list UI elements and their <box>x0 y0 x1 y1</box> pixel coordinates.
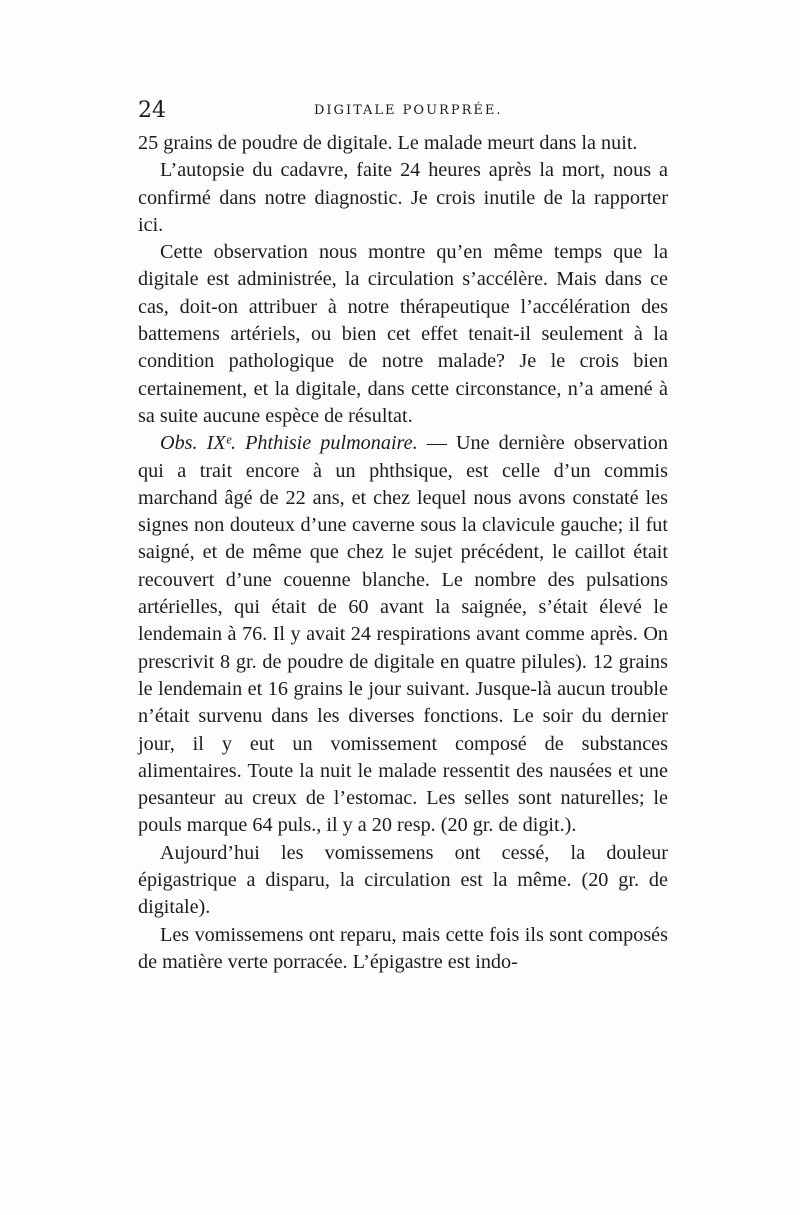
observation-paragraph <box>138 430 668 839</box>
paragraph: Les vomissemens ont reparu, mais cette fois ils sont composés de matière verte porracée. L’épigastre est indo- <box>138 923 668 973</box>
running-head <box>138 98 668 128</box>
paragraph: L’autopsie du cadavre, faite 24 heures après la mort, nous a confirmé dans notre diagnostic. Je crois inutile de la rapporter ici. <box>138 159 668 236</box>
paragraph: Cette observation nous montre qu’en même temps que la digitale est administrée, la circulation s’accélère. Mais dans ce cas, doit-on attribuer à notre thérapeutique l’accélération des battemens artériels, ou bien cet effet tenait-il seulement à la condition pathologique de notre malade? Je le crois bien certainement, et la digitale, dans cette circonstance, n’a amené à sa suite aucune espèce de résultat. <box>138 241 668 427</box>
observation-text: — Une dernière observation qui a trait encore à un phthsique, est celle d’un commis marchand âgé de 22 ans, et chez lequel nous avons constaté les signes non douteux d’une caverne sous la clavicule gauche; il fut saigné, et de même que chez le sujet précédent, le caillot était recouvert d’une couenne blanche. Le nombre des pulsations artérielles, qui était de 60 avant la saignée, s’était élevé le lendemain à 76. Il y avait 24 respirations avant comme après. On prescrivit 8 gr. de poudre de digitale en quatre pilules). 12 grains le lendemain et 16 grains le jour suivant. Jusque-là aucun trouble n’était survenu dans les diverses fonctions. Le soir du dernier jour, il y eut un vomissement composé de substances alimentaires. Toute la nuit le malade ressentit des nausées et une pesanteur au creux de l’estomac. Les selles sont naturelles; le pouls marque 64 puls., il y a 20 resp. (20 gr. de digit.). <box>138 432 668 837</box>
running-title: DIGITALE POURPRÉE. <box>314 103 503 118</box>
observation-title: Phthisie pulmonaire. <box>245 432 418 455</box>
paragraph: 25 grains de poudre de digitale. Le malade meurt dans la nuit. <box>138 132 638 154</box>
body-text <box>138 130 668 976</box>
page-number: 24 <box>138 98 166 123</box>
paragraph: Aujourd’hui les vomissemens ont cessé, la douleur épigastrique a disparu, la circulation est la même. (20 gr. de digitale). <box>138 841 668 919</box>
observation-label: Obs. IXᵉ. <box>160 432 237 455</box>
